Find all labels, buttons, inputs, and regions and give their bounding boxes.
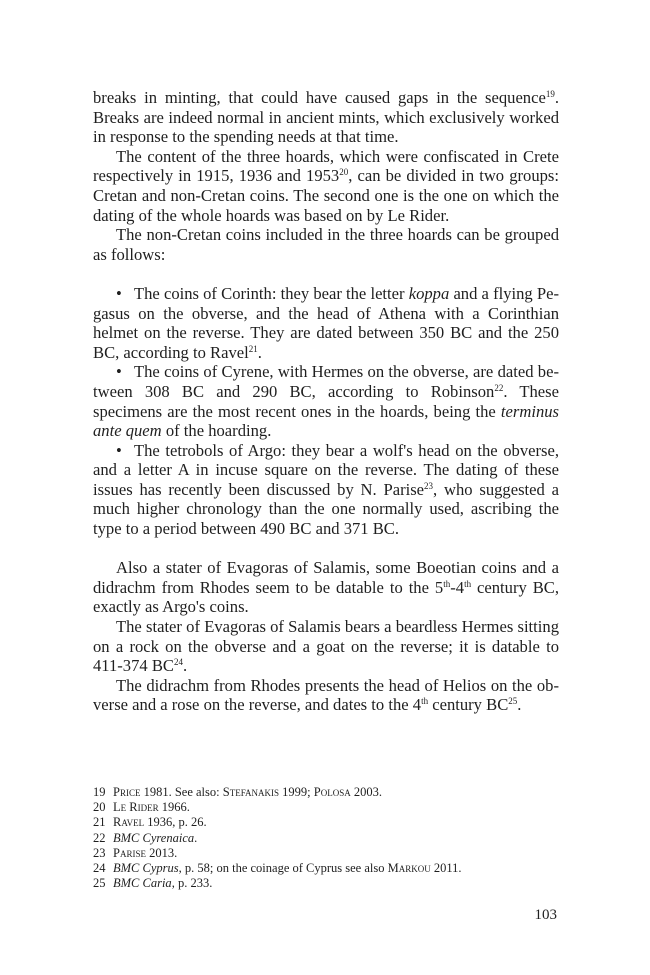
footnote-text: .	[194, 830, 198, 845]
body-text	[93, 88, 559, 715]
footnote-number: 23	[93, 845, 106, 860]
footnote-text: 1936, p. 26.	[144, 815, 207, 830]
paragraph-6: The didrachm from Rhodes presents the head of Helios on the obverse and a rose on the reverse, and dates to the 4th century BC$^{25}$.	[93, 675, 559, 715]
bullet-item-cyrene: • The coins of Cyrene, with Hermes on the obverse, are dated between 308 BC and 290 BC, according to Robinson$^{22}$. These specimens are the most recent ones in the hoards, being the terminus ante quem of the hoarding.	[93, 362, 559, 441]
footnote-ref-20[interactable]: 20	[339, 167, 349, 178]
footnote-number: 24	[93, 861, 106, 876]
paragraph-4: Also a stater of Evagoras of Salamis, some Boeotian coins and a didrachm from Rhodes seem to be datable to the 5th-4th century BC, exactly as Argo's coins.	[93, 558, 559, 617]
paragraph-3: The non-Cretan coins included in the three hoards can be grouped as follows:	[93, 225, 559, 264]
footnote-text: , p. 233.	[171, 876, 213, 891]
footnote-author: Ravel	[113, 815, 145, 830]
spacer	[93, 539, 559, 559]
footnote-ref-23[interactable]: 23	[424, 480, 434, 491]
footnote-author: Polosa	[313, 785, 351, 799]
bullet-icon: •	[116, 283, 122, 303]
footnote-21	[93, 815, 559, 830]
page-number: 103	[534, 907, 557, 923]
footnote-ref-21[interactable]: 21	[248, 343, 258, 354]
footnote-text: 2003.	[350, 785, 382, 799]
footnote-22	[93, 831, 559, 846]
footnote-23	[93, 846, 559, 861]
footnote-ref-24[interactable]: 24	[173, 657, 183, 668]
footnote-20	[93, 800, 559, 815]
footnote-number: 20	[93, 800, 106, 815]
footnote-ref-19[interactable]: 19	[545, 89, 555, 99]
footnote-ref-25[interactable]: 25	[508, 696, 518, 707]
footnote-number: 22	[93, 830, 106, 845]
footnote-author: Price	[113, 785, 141, 799]
footnote-number: 21	[93, 815, 106, 830]
footnote-author: Le Rider	[113, 800, 159, 815]
paragraph-5: The stater of Evagoras of Salamis bears a beardless Hermes sitting on a rock on the obverse and a goat on the reverse; it is datable to 411-374 BC$^{24}$.	[93, 617, 559, 676]
footnote-title: BMC Cyrenaica	[113, 830, 195, 845]
spacer	[93, 264, 559, 284]
footnote-number: 25	[93, 876, 106, 891]
footnote-author: Parise	[113, 845, 146, 860]
bullet-item-argo: • The tetrobols of Argo: they bear a wolf's head on the obverse, and a letter A in incuse square on the reverse. The dating of these issues has recently been discussed by N. Parise$^{23}$, who suggested a much higher chronology than the one normally used, ascribing the type to a period between 490 BC and 371 BC.	[93, 440, 559, 539]
footnote-19	[93, 785, 559, 800]
footnotes	[93, 785, 559, 891]
bullet-icon: •	[116, 362, 122, 382]
footnote-text: 1999;	[279, 785, 314, 799]
paragraph-1: breaks in minting, that could have caused gaps in the sequence$^{19}$. Breaks are indeed normal in ancient mints, which exclusively worked in response to the spending needs at that time.	[93, 88, 559, 147]
footnote-text: 2011.	[430, 861, 462, 876]
bullet-item-corinth: • The coins of Corinth: they bear the letter koppa and a flying Pegasus on the obverse, and the head of Athena with a Corinthian helmet on the reverse. They are dated between 350 BC and the 250 BC, according to Ravel$^{21}$.	[93, 283, 559, 362]
footnote-title: BMC Caria	[113, 876, 172, 891]
footnote-text: 1966.	[158, 800, 190, 815]
footnote-author: Markou	[387, 861, 431, 876]
footnote-text: 1981. See also:	[140, 785, 223, 799]
bullet-icon: •	[116, 440, 122, 460]
footnote-author: Stefanakis	[222, 785, 280, 799]
footnote-24	[93, 861, 559, 876]
footnote-25	[93, 876, 559, 891]
footnote-title: BMC Cyprus	[113, 861, 179, 876]
footnote-text: 2013.	[145, 845, 178, 860]
footnote-text: , p. 58; on the coinage of Cyprus see also	[178, 861, 388, 876]
paragraph-2: The content of the three hoards, which were confiscated in Crete respectively in 1915, 1936 and 1953$^{20}$, can be divided in two groups: Cretan and non-Cretan coins. The second one is the one on which the dating of the whole hoards was based on by Le Rider.	[93, 146, 559, 225]
footnote-ref-22[interactable]: 22	[494, 382, 504, 393]
footnote-number: 19	[93, 785, 106, 799]
